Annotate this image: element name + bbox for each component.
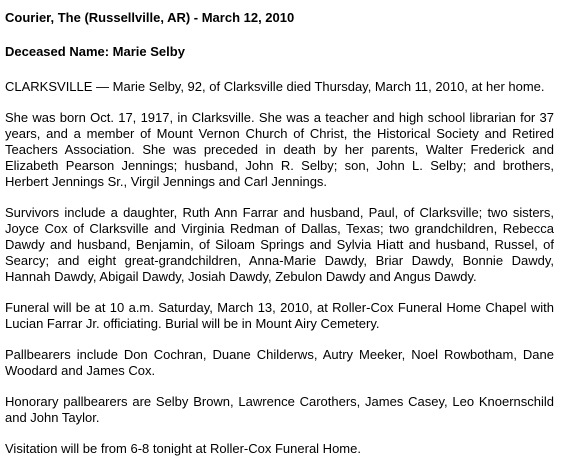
deceased-name-heading: Deceased Name: Marie Selby	[5, 44, 185, 59]
obituary-body	[5, 79, 554, 457]
paragraph-biography: She was born Oct. 17, 1917, in Clarksville. She was a teacher and high school librarian for 37 years, and a member of Mount Vernon Church of Christ, the Historical Society and Retired Teachers Association. She was preceded in death by her parents, Walter Frederick and Elizabeth Pearson Jennings; husband, John R. Selby; son, John L. Selby; and brothers, Herbert Jennings Sr., Virgil Jennings and Carl Jennings.	[5, 110, 554, 189]
source-heading: Courier, The (Russellville, AR) - March 12, 2010	[5, 10, 295, 25]
paragraph-intro: CLARKSVILLE — Marie Selby, 92, of Clarksville died Thursday, March 11, 2010, at her home.	[5, 79, 545, 94]
paragraph-visitation: Visitation will be from 6-8 tonight at Roller-Cox Funeral Home.	[5, 441, 361, 456]
paragraph-funeral: Funeral will be at 10 a.m. Saturday, March 13, 2010, at Roller-Cox Funeral Home Chapel with Lucian Farrar Jr. officiating. Burial will be in Mount Airy Cemetery.	[5, 300, 554, 331]
paragraph-honorary-pallbearers: Honorary pallbearers are Selby Brown, Lawrence Carothers, James Casey, Leo Knoernschild and John Taylor.	[5, 394, 554, 425]
paragraph-survivors: Survivors include a daughter, Ruth Ann Farrar and husband, Paul, of Clarksville; two sisters, Joyce Cox of Clarksville and Virginia Redman of Dallas, Texas; two grandchildren, Rebecca Dawdy and husband, Benjamin, of Siloam Springs and Sylvia Hiatt and husband, Russel, of Searcy; and eight great-grandchildren, Anna-Marie Dawdy, Briar Dawdy, Bonnie Dawdy, Hannah Dawdy, Abigail Dawdy, Josiah Dawdy, Zebulon Dawdy and Angus Dawdy.	[5, 205, 554, 284]
obituary-document	[5, 0, 554, 457]
paragraph-pallbearers: Pallbearers include Don Cochran, Duane Childerws, Autry Meeker, Noel Rowbotham, Dane Woodard and James Cox.	[5, 347, 554, 378]
